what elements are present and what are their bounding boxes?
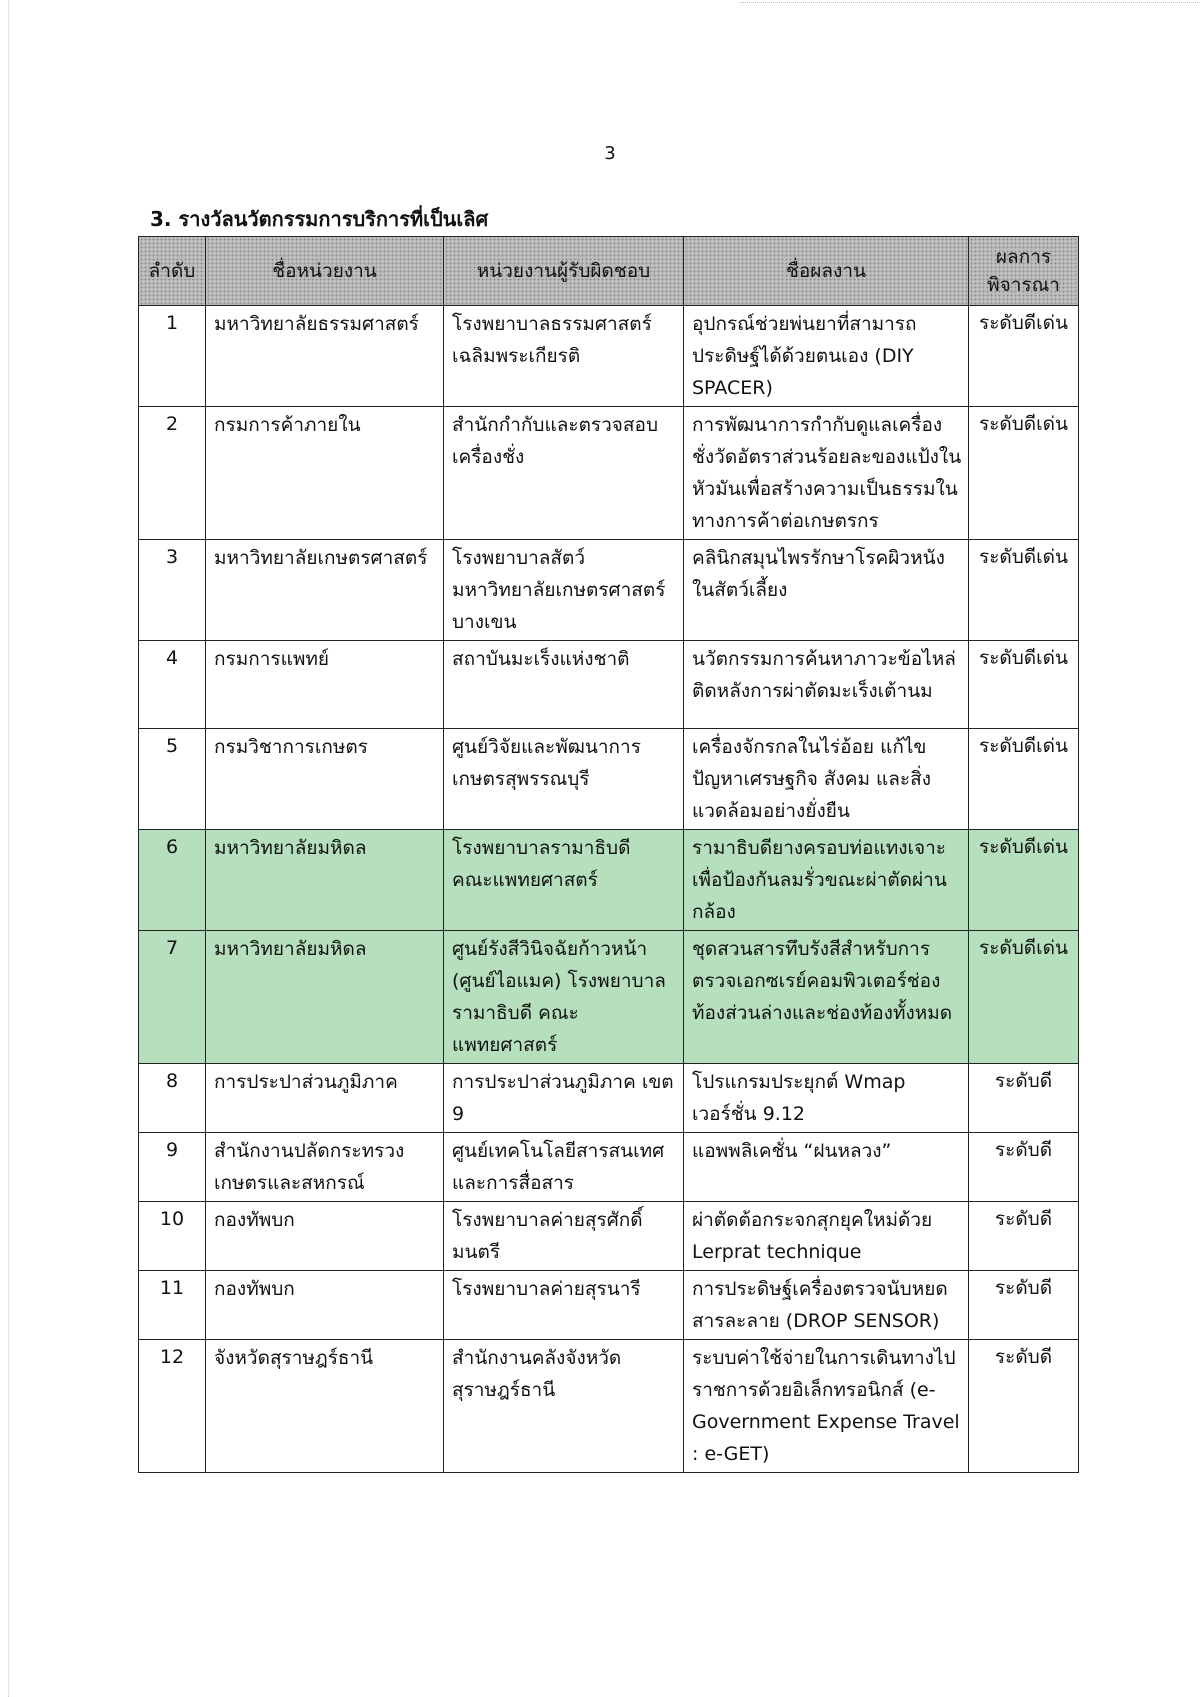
table-row — [139, 641, 1079, 729]
cell-work: โปรแกรมประยุกต์ Wmap เวอร์ชั่น 9.12 — [684, 1064, 969, 1133]
table-row — [139, 729, 1079, 830]
cell-work: รามาธิบดียางครอบท่อแทงเจาะเพื่อป้องกันลมรั่วขณะผ่าตัดผ่านกล้อง — [684, 830, 969, 931]
header-result: ผลการพิจารณา — [969, 237, 1079, 306]
cell-agency: กองทัพบก — [206, 1202, 444, 1271]
cell-result: ระดับดี — [969, 1133, 1079, 1202]
cell-responsible: ศูนย์วิจัยและพัฒนาการเกษตรสุพรรณบุรี — [444, 729, 684, 830]
cell-responsible: โรงพยาบาลค่ายสุรนารี — [444, 1271, 684, 1340]
cell-no: 6 — [139, 830, 206, 931]
table-row — [139, 306, 1079, 407]
cell-no: 11 — [139, 1271, 206, 1340]
cell-result: ระดับดีเด่น — [969, 407, 1079, 540]
cell-no: 9 — [139, 1133, 206, 1202]
cell-result: ระดับดี — [969, 1271, 1079, 1340]
cell-work: แอพพลิเคชั่น “ฝนหลวง” — [684, 1133, 969, 1202]
cell-responsible: สำนักกำกับและตรวจสอบเครื่องชั่ง — [444, 407, 684, 540]
cell-work: ระบบค่าใช้จ่ายในการเดินทางไปราชการด้วยอิเล็กทรอนิกส์ (e-Government Expense Travel : e-GET) — [684, 1340, 969, 1473]
cell-responsible: สถาบันมะเร็งแห่งชาติ — [444, 641, 684, 729]
cell-responsible: โรงพยาบาลสัตว์ มหาวิทยาลัยเกษตรศาสตร์ บางเขน — [444, 540, 684, 641]
cell-work: ชุดสวนสารทึบรังสีสำหรับการตรวจเอกซเรย์คอมพิวเตอร์ช่องท้องส่วนล่างและช่องท้องทั้งหมด — [684, 931, 969, 1064]
cell-work: เครื่องจักรกลในไร่อ้อย แก้ไขปัญหาเศรษฐกิจ สังคม และสิ่งแวดล้อมอย่างยั่งยืน — [684, 729, 969, 830]
table-row — [139, 1064, 1079, 1133]
cell-responsible: ศูนย์รังสีวินิจฉัยก้าวหน้า (ศูนย์ไอแมค) โรงพยาบาลรามาธิบดี คณะแพทยศาสตร์ — [444, 931, 684, 1064]
scan-artifact-left — [8, 0, 9, 1697]
scan-artifact-top — [740, 2, 1200, 3]
cell-result: ระดับดีเด่น — [969, 931, 1079, 1064]
table-row — [139, 1133, 1079, 1202]
cell-result: ระดับดีเด่น — [969, 641, 1079, 729]
table-row — [139, 1202, 1079, 1271]
section-title: 3. รางวัลนวัตกรรมการบริการที่เป็นเลิศ — [150, 207, 489, 231]
cell-responsible: โรงพยาบาลค่ายสุรศักดิ์มนตรี — [444, 1202, 684, 1271]
cell-responsible: ศูนย์เทคโนโลยีสารสนเทศและการสื่อสาร — [444, 1133, 684, 1202]
cell-no: 1 — [139, 306, 206, 407]
table-row — [139, 931, 1079, 1064]
header-responsible: หน่วยงานผู้รับผิดชอบ — [444, 237, 684, 306]
cell-agency: การประปาส่วนภูมิภาค — [206, 1064, 444, 1133]
cell-responsible: สำนักงานคลังจังหวัดสุราษฎร์ธานี — [444, 1340, 684, 1473]
table-row — [139, 407, 1079, 540]
cell-no: 5 — [139, 729, 206, 830]
table-header-row — [139, 237, 1079, 306]
cell-work: คลินิกสมุนไพรรักษาโรคผิวหนังในสัตว์เลี้ยง — [684, 540, 969, 641]
page-number: 3 — [604, 143, 616, 164]
table-row — [139, 830, 1079, 931]
cell-agency: สำนักงานปลัดกระทรวงเกษตรและสหกรณ์ — [206, 1133, 444, 1202]
cell-result: ระดับดีเด่น — [969, 830, 1079, 931]
header-no: ลำดับ — [139, 237, 206, 306]
cell-agency: มหาวิทยาลัยมหิดล — [206, 830, 444, 931]
cell-no: 8 — [139, 1064, 206, 1133]
cell-result: ระดับดีเด่น — [969, 540, 1079, 641]
cell-work: นวัตกรรมการค้นหาภาวะข้อไหล่ติดหลังการผ่าตัดมะเร็งเต้านม — [684, 641, 969, 729]
table-row — [139, 540, 1079, 641]
cell-no: 10 — [139, 1202, 206, 1271]
cell-result: ระดับดี — [969, 1340, 1079, 1473]
cell-agency: มหาวิทยาลัยเกษตรศาสตร์ — [206, 540, 444, 641]
cell-agency: กองทัพบก — [206, 1271, 444, 1340]
cell-work: ผ่าตัดต้อกระจกสุกยุคใหม่ด้วย Lerprat technique — [684, 1202, 969, 1271]
table-row — [139, 1271, 1079, 1340]
cell-responsible: โรงพยาบาลธรรมศาสตร์ เฉลิมพระเกียรติ — [444, 306, 684, 407]
cell-work: การประดิษฐ์เครื่องตรวจนับหยดสารละลาย (DROP SENSOR) — [684, 1271, 969, 1340]
awards-table — [138, 236, 1079, 1473]
cell-no: 7 — [139, 931, 206, 1064]
cell-work: การพัฒนาการกำกับดูแลเครื่องชั่งวัดอัตราส่วนร้อยละของแป้งในหัวมันเพื่อสร้างความเป็นธรรมในทางการค้าต่อเกษตรกร — [684, 407, 969, 540]
table-body — [139, 306, 1079, 1473]
scan-artifact-bottom — [8, 1680, 12, 1684]
cell-result: ระดับดี — [969, 1202, 1079, 1271]
cell-result: ระดับดีเด่น — [969, 729, 1079, 830]
cell-agency: กรมการแพทย์ — [206, 641, 444, 729]
cell-agency: จังหวัดสุราษฎร์ธานี — [206, 1340, 444, 1473]
cell-no: 3 — [139, 540, 206, 641]
cell-result: ระดับดีเด่น — [969, 306, 1079, 407]
header-work: ชื่อผลงาน — [684, 237, 969, 306]
cell-no: 12 — [139, 1340, 206, 1473]
cell-no: 2 — [139, 407, 206, 540]
cell-work: อุปกรณ์ช่วยพ่นยาที่สามารถประดิษฐ์ได้ด้วยตนเอง (DIY SPACER) — [684, 306, 969, 407]
cell-result: ระดับดี — [969, 1064, 1079, 1133]
cell-responsible: การประปาส่วนภูมิภาค เขต 9 — [444, 1064, 684, 1133]
cell-agency: กรมการค้าภายใน — [206, 407, 444, 540]
cell-agency: มหาวิทยาลัยธรรมศาสตร์ — [206, 306, 444, 407]
cell-no: 4 — [139, 641, 206, 729]
table-row — [139, 1340, 1079, 1473]
cell-agency: กรมวิชาการเกษตร — [206, 729, 444, 830]
cell-agency: มหาวิทยาลัยมหิดล — [206, 931, 444, 1064]
cell-responsible: โรงพยาบาลรามาธิบดี คณะแพทยศาสตร์ — [444, 830, 684, 931]
header-agency: ชื่อหน่วยงาน — [206, 237, 444, 306]
